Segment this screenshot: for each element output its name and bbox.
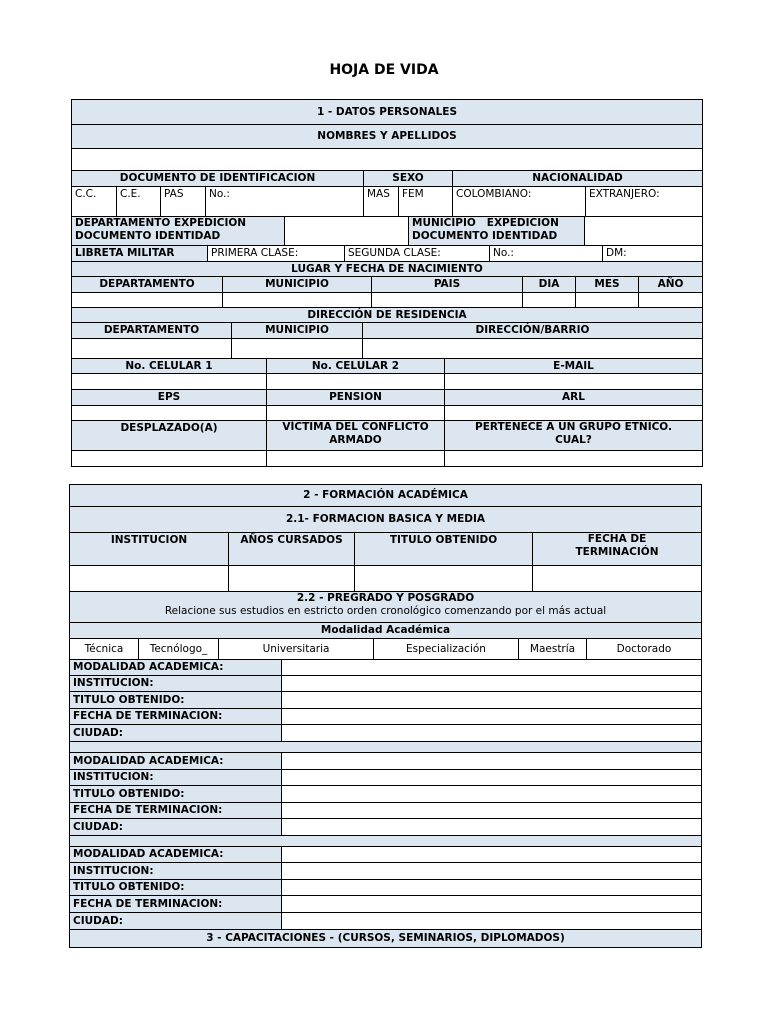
modalidad-maestria[interactable]: Maestría — [519, 639, 587, 659]
block1-ciudad-field[interactable] — [282, 725, 701, 741]
block3-titulo-label: TITULO OBTENIDO: — [70, 880, 282, 895]
nac-dia-field[interactable] — [523, 293, 576, 307]
mun-expedicion-field[interactable] — [585, 217, 702, 245]
libreta-militar-label: LIBRETA MILITAR — [72, 246, 208, 261]
section-formacion-academica — [69, 484, 702, 948]
nac-municipio-label: MUNICIPIO — [223, 277, 372, 292]
basica-fecha-line-1: FECHA DE — [587, 533, 647, 545]
nac-departamento-label: DEPARTAMENTO — [72, 277, 223, 292]
mun-expedicion-line-1: MUNICIPIO EXPEDICION — [412, 217, 559, 229]
block2-ciudad-field[interactable] — [282, 819, 701, 835]
dm-field[interactable]: DM: — [606, 247, 627, 259]
block3-titulo-field[interactable] — [282, 880, 701, 895]
depto-expedicion-line-2: DOCUMENTO IDENTIDAD — [75, 230, 221, 242]
nombres-label: NOMBRES Y APELLIDOS — [72, 125, 702, 148]
block2-modalidad-label: MODALIDAD ACADEMICA: — [70, 753, 282, 769]
etnico-label — [445, 421, 702, 450]
section-1-heading: 1 - DATOS PERSONALES — [72, 100, 702, 124]
res-departamento-label: DEPARTAMENTO — [72, 323, 232, 338]
section-2-heading: 2 - FORMACIÓN ACADÉMICA — [70, 485, 701, 506]
res-direccion-label: DIRECCIÓN/BARRIO — [363, 323, 702, 338]
res-municipio-field[interactable] — [232, 339, 363, 358]
block1-modalidad-field[interactable] — [282, 660, 701, 675]
basica-fecha-field[interactable] — [533, 566, 701, 591]
block2-fecha-field[interactable] — [282, 803, 701, 818]
block2-institucion-label: INSTITUCION: — [70, 770, 282, 785]
direccion-residencia-label: DIRECCIÓN DE RESIDENCIA — [72, 308, 702, 322]
pregrado-note: Relacione sus estudios en estricto orden cronológico comenzando por el más actual — [164, 605, 607, 617]
modalidad-doctorado[interactable]: Doctorado — [616, 642, 672, 655]
basica-anios-label: AÑOS CURSADOS — [229, 533, 355, 565]
colombiano-option[interactable]: COLOMBIANO: — [453, 187, 586, 216]
pregrado-title: 2.2 - PREGRADO Y POSGRADO — [296, 592, 475, 604]
doc-number-field[interactable]: No.: — [206, 187, 364, 216]
doc-id-label: DOCUMENTO DE IDENTIFICACION — [72, 171, 364, 186]
page-title: HOJA DE VIDA — [329, 62, 439, 78]
block1-ciudad-label: CIUDAD: — [70, 725, 282, 741]
lugar-fecha-label: LUGAR Y FECHA DE NACIMIENTO — [72, 262, 702, 276]
etnico-line-1: PERTENECE A UN GRUPO ETNICO. — [475, 421, 672, 433]
victima-line-1: VÍCTIMA DEL CONFLICTO — [282, 421, 429, 433]
cc-option[interactable]: C.C. — [72, 187, 117, 216]
desplazado-field[interactable] — [72, 451, 267, 466]
nac-anio-label: AÑO — [639, 277, 702, 292]
nac-anio-field[interactable] — [639, 293, 702, 307]
modalidad-heading: Modalidad Académica — [70, 623, 701, 638]
block2-modalidad-field[interactable] — [282, 753, 701, 769]
nombres-field[interactable] — [72, 149, 702, 170]
celular1-field[interactable] — [72, 374, 267, 389]
block-separator — [70, 836, 701, 846]
victima-field[interactable] — [267, 451, 445, 466]
block3-ciudad-label: CIUDAD: — [70, 913, 282, 929]
depto-expedicion-field[interactable] — [285, 217, 409, 245]
nac-pais-label: PAIS — [372, 277, 523, 292]
sexo-fem-option[interactable]: FEM — [399, 187, 453, 216]
block3-institucion-label: INSTITUCION: — [70, 863, 282, 879]
block1-titulo-label: TITULO OBTENIDO: — [70, 692, 282, 708]
victima-line-2: ARMADO — [329, 434, 382, 446]
modalidad-tecnologo[interactable]: Tecnólogo_ — [139, 639, 219, 659]
nac-municipio-field[interactable] — [223, 293, 372, 307]
celular2-field[interactable] — [267, 374, 445, 389]
res-direccion-field[interactable] — [363, 339, 702, 358]
block2-titulo-field[interactable] — [282, 786, 701, 802]
block3-modalidad-label: MODALIDAD ACADEMICA: — [70, 847, 282, 862]
depto-expedicion-line-1: DEPARTAMENTO EXPEDICION — [75, 217, 247, 229]
arl-field[interactable] — [445, 406, 702, 420]
modalidad-tecnica[interactable]: Técnica — [70, 639, 139, 659]
nac-mes-field[interactable] — [576, 293, 639, 307]
email-label: E-MAIL — [445, 359, 702, 373]
section-3-heading: 3 - CAPACITACIONES - (CURSOS, SEMINARIOS, DIPLOMADOS) — [70, 930, 701, 947]
basica-titulo-label: TITULO OBTENIDO — [355, 533, 533, 565]
block2-fecha-label: FECHA DE TERMINACION: — [70, 803, 282, 818]
block1-institucion-field[interactable] — [282, 676, 701, 691]
nac-dia-label: DIA — [523, 277, 576, 292]
block2-titulo-label: TITULO OBTENIDO: — [70, 786, 282, 802]
arl-label: ARL — [445, 390, 702, 405]
basica-fecha-label — [533, 533, 701, 565]
sexo-mas-option[interactable]: MAS — [364, 187, 399, 216]
celular2-label: No. CELULAR 2 — [267, 359, 445, 373]
block3-ciudad-field[interactable] — [282, 913, 701, 929]
basica-media-heading: 2.1- FORMACION BASICA Y MEDIA — [70, 507, 701, 532]
ce-option[interactable]: C.E. — [117, 187, 161, 216]
eps-label: EPS — [72, 390, 267, 405]
nacionalidad-label: NACIONALIDAD — [453, 171, 702, 186]
pregrado-heading — [70, 592, 701, 622]
extranjero-option[interactable]: EXTRANJERO: — [589, 188, 660, 200]
libreta-number-field[interactable]: No.: — [490, 246, 603, 261]
basica-institucion-field[interactable] — [70, 566, 229, 591]
block1-fecha-field[interactable] — [282, 709, 701, 724]
modalidad-especializacion[interactable]: Especialización — [374, 639, 519, 659]
mun-expedicion-line-2: DOCUMENTO IDENTIDAD — [412, 230, 558, 242]
etnico-line-2: CUAL? — [555, 434, 592, 446]
primera-clase-field[interactable]: PRIMERA CLASE: — [208, 246, 345, 261]
block3-fecha-field[interactable] — [282, 896, 701, 912]
nac-mes-label: MES — [576, 277, 639, 292]
mun-expedicion-label — [409, 217, 585, 245]
block3-modalidad-field[interactable] — [282, 847, 701, 862]
pension-field[interactable] — [267, 406, 445, 420]
block2-ciudad-label: CIUDAD: — [70, 819, 282, 835]
desplazado-label: DESPLAZADO(A) — [72, 421, 267, 450]
res-municipio-label: MUNICIPIO — [232, 323, 363, 338]
sexo-label: SEXO — [364, 171, 453, 186]
block1-fecha-label: FECHA DE TERMINACION: — [70, 709, 282, 724]
basica-anios-field[interactable] — [229, 566, 355, 591]
block3-fecha-label: FECHA DE TERMINACION: — [70, 896, 282, 912]
block1-institucion-label: INSTITUCION: — [70, 676, 282, 691]
nac-pais-field[interactable] — [372, 293, 523, 307]
res-departamento-field[interactable] — [72, 339, 232, 358]
basica-titulo-field[interactable] — [355, 566, 533, 591]
email-field[interactable] — [445, 374, 702, 389]
modalidad-universitaria[interactable]: Universitaria — [219, 639, 374, 659]
eps-field[interactable] — [72, 406, 267, 420]
pas-option[interactable]: PAS — [161, 187, 206, 216]
pension-label: PENSION — [267, 390, 445, 405]
nac-departamento-field[interactable] — [72, 293, 223, 307]
block1-titulo-field[interactable] — [282, 692, 701, 708]
section-datos-personales — [71, 99, 703, 467]
block1-modalidad-label: MODALIDAD ACADEMICA: — [70, 660, 282, 675]
block3-institucion-field[interactable] — [282, 863, 701, 879]
victima-label — [267, 421, 445, 450]
basica-fecha-line-2: TERMINACIÓN — [575, 546, 659, 558]
celular1-label: No. CELULAR 1 — [72, 359, 267, 373]
block-separator — [70, 742, 701, 752]
segunda-clase-field[interactable]: SEGUNDA CLASE: — [345, 246, 490, 261]
etnico-field[interactable] — [445, 451, 702, 466]
block2-institucion-field[interactable] — [282, 770, 701, 785]
depto-expedicion-label — [72, 217, 285, 245]
basica-institucion-label: INSTITUCION — [70, 533, 229, 565]
